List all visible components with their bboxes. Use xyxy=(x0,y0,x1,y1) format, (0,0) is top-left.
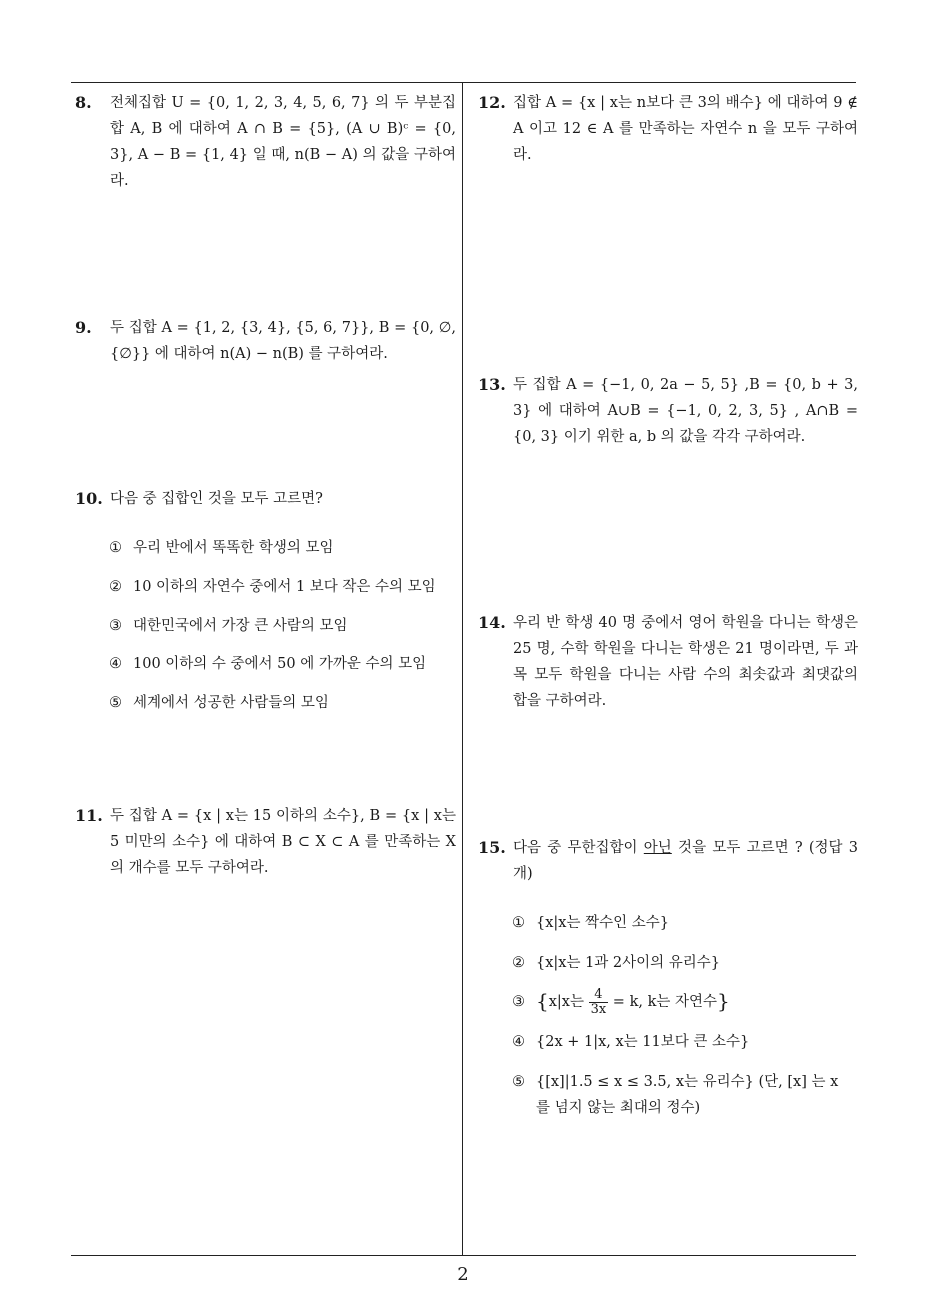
choice-text: 세계에서 성공한 사람들의 모임 xyxy=(133,695,329,711)
close-brace: } xyxy=(717,989,730,1013)
choice-mark: ① xyxy=(109,540,122,556)
choice-mark: ⑤ xyxy=(512,1074,525,1090)
choice-5 xyxy=(512,1069,838,1095)
choice-1 xyxy=(109,535,334,561)
choice-mark: ② xyxy=(512,955,525,971)
problem-14 xyxy=(478,610,858,714)
choice-mark: ⑤ xyxy=(109,695,122,711)
choice-text: 10 이하의 자연수 중에서 1 보다 작은 수의 모임 xyxy=(133,579,436,595)
problem-text xyxy=(513,835,858,887)
problem-10 xyxy=(75,486,456,512)
choice-5-continuation xyxy=(536,1095,700,1121)
choice-4 xyxy=(512,1029,749,1055)
fraction-numerator: 4 xyxy=(589,988,609,1003)
choice-text: 우리 반에서 똑똑한 학생의 모임 xyxy=(133,540,334,556)
fraction xyxy=(589,988,609,1017)
problem-text: 집합 A = {x | x는 n보다 큰 3의 배수} 에 대하여 9 ∉ A 이고 12 ∈ A 를 만족하는 자연수 n 을 모두 구하여라. xyxy=(513,95,858,163)
choice-mark: ④ xyxy=(109,656,122,672)
bottom-rule xyxy=(71,1255,856,1256)
choice-text: {x|x는 짝수인 소수} xyxy=(536,915,669,931)
choice-text-line2: 를 넘지 않는 최대의 정수) xyxy=(536,1100,701,1116)
problem-text-after: 것을 모두 고르면 ? (정답 3 개) xyxy=(513,840,858,882)
choice-text: {[x]|1.5 ≤ x ≤ 3.5, x는 유리수} (단, [x] 는 x xyxy=(536,1074,839,1090)
problem-number: 8. xyxy=(75,93,92,112)
problem-number: 9. xyxy=(75,318,92,337)
choice-mark: ④ xyxy=(512,1034,525,1050)
choice-2 xyxy=(109,574,436,600)
problem-text: 두 집합 A = {−1, 0, 2a − 5, 5} ,B = {0, b + 3, 3} 에 대하여 A∪B = {−1, 0, 2, 3, 5} , A∩B = {0, 3} 이기 위한 a, b 의 값을 각각 구하여라. xyxy=(513,377,858,445)
problem-15 xyxy=(478,835,858,887)
open-brace: { xyxy=(536,989,549,1013)
problem-text: 전체집합 U = {0, 1, 2, 3, 4, 5, 6, 7} 의 두 부분집합 A, B 에 대하여 A ∩ B = {5}, (A ∪ B)ᶜ = {0, 3}, A − B = {1, 4} 일 때, n(B − A) 의 값을 구하여라. xyxy=(110,95,456,189)
problem-number: 12. xyxy=(478,93,506,112)
problem-number: 10. xyxy=(75,489,103,508)
fraction-denominator: 3x xyxy=(590,1001,607,1017)
top-rule xyxy=(71,82,856,83)
problem-text: 두 집합 A = {x | x는 15 이하의 소수}, B = {x | x는 5 미만의 소수} 에 대하여 B ⊂ X ⊂ A 를 만족하는 X 의 개수를 모두 구하여라. xyxy=(110,808,456,876)
choice-text: {x|x는 1과 2사이의 유리수} xyxy=(536,955,721,971)
page-number: 2 xyxy=(457,1264,469,1285)
problem-text: 두 집합 A = {1, 2, {3, 4}, {5, 6, 7}}, B = {0, ∅, {∅}} 에 대하여 n(A) − n(B) 를 구하여라. xyxy=(110,320,456,362)
choice-text-post: = k, k는 자연수 xyxy=(608,994,717,1010)
problem-number: 15. xyxy=(478,838,506,857)
column-divider xyxy=(462,82,463,1255)
choice-text-pre: x|x는 xyxy=(548,994,589,1010)
problem-11 xyxy=(75,803,456,881)
problem-8 xyxy=(75,90,456,194)
problem-text-underlined: 아닌 xyxy=(643,840,672,856)
choice-mark: ② xyxy=(109,579,122,595)
problem-number: 13. xyxy=(478,375,506,394)
problem-13 xyxy=(478,372,858,450)
choice-text: 100 이하의 수 중에서 50 에 가까운 수의 모임 xyxy=(133,656,427,672)
choice-mark: ① xyxy=(512,915,525,931)
choice-mark: ③ xyxy=(512,994,525,1010)
choice-mark: ③ xyxy=(109,618,122,634)
problem-text: 다음 중 집합인 것을 모두 고르면? xyxy=(110,491,323,507)
choice-5 xyxy=(109,690,329,716)
problem-9 xyxy=(75,315,456,367)
choice-text: 대한민국에서 가장 큰 사람의 모임 xyxy=(133,618,348,634)
problem-text-before: 다음 중 무한집합이 xyxy=(513,840,644,856)
choice-3 xyxy=(109,613,348,639)
problem-number: 14. xyxy=(478,613,506,632)
choice-1 xyxy=(512,910,669,936)
choice-2 xyxy=(512,950,720,976)
problem-12 xyxy=(478,90,858,168)
choice-4 xyxy=(109,651,426,677)
choice-text: {2x + 1|x, x는 11보다 큰 소수} xyxy=(536,1034,750,1050)
problem-number: 11. xyxy=(75,806,103,825)
choice-3 xyxy=(512,984,730,1019)
problem-text: 우리 반 학생 40 명 중에서 영어 학원을 다니는 학생은 25 명, 수학 학원을 다니는 학생은 21 명이라면, 두 과목 모두 학원을 다니는 사람 수의 최솟값과 최댓값의 합을 구하여라. xyxy=(513,615,858,709)
